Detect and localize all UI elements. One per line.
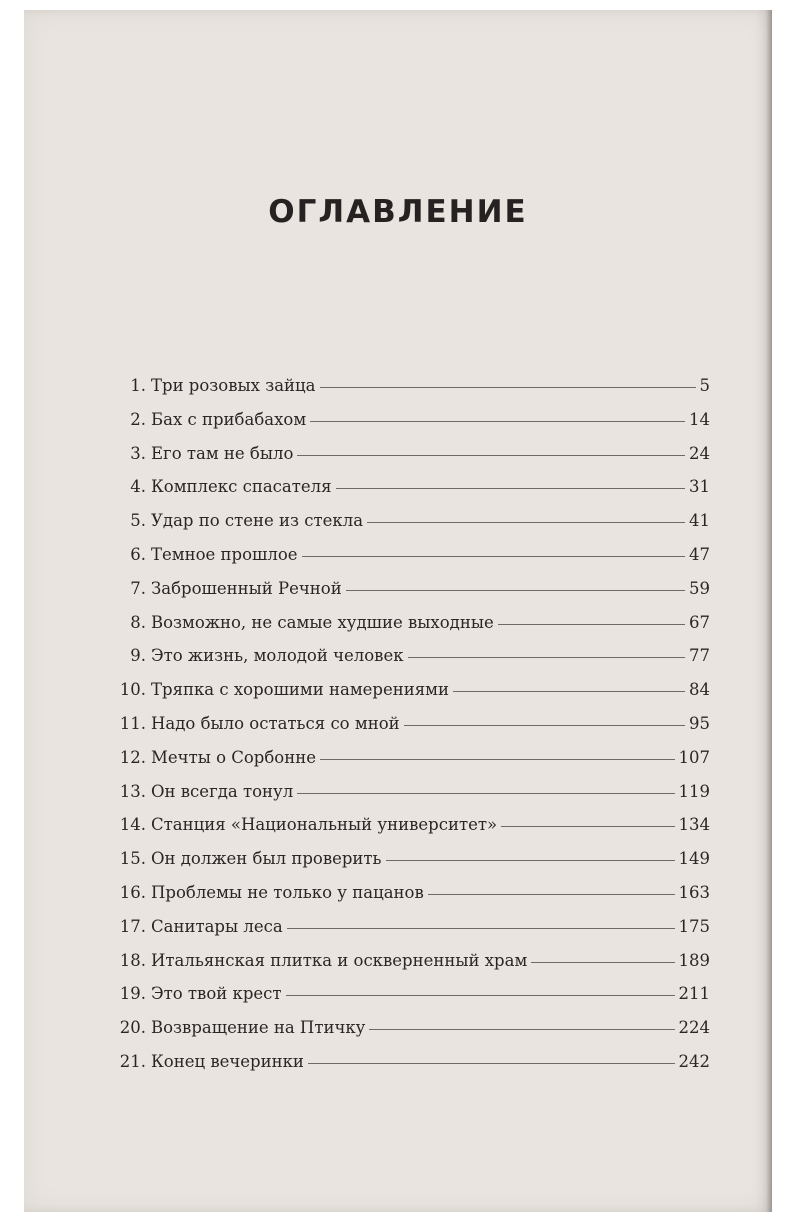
toc-entry-page: 59 [689, 578, 710, 598]
toc-entry-title: Заброшенный Речной [151, 578, 342, 598]
toc-leader-line [404, 725, 685, 726]
toc-entry-page: 107 [678, 747, 710, 767]
toc-entry-page: 24 [689, 443, 710, 463]
toc-entry-title: Это жизнь, молодой человек [151, 646, 404, 666]
toc-entry-title: Итальянская плитка и оскверненный храм [151, 950, 528, 970]
toc-entry [108, 477, 710, 511]
toc-entry [108, 680, 710, 714]
toc-entry [108, 714, 710, 748]
toc-entry-number: 7. [130, 578, 146, 598]
toc-entry-title: Санитары леса [151, 916, 283, 936]
toc-entry-page: 189 [678, 950, 710, 970]
toc-leader-line [346, 590, 685, 591]
toc-entry-title: Возвращение на Птичку [151, 1018, 366, 1038]
toc-entry-title: Комплекс спасателя [151, 477, 332, 497]
toc-entry-page: 224 [678, 1018, 710, 1038]
toc-entry-title: Это твой крест [151, 984, 282, 1004]
toc-entry-number: 18. [119, 950, 146, 970]
toc-leader-line [367, 522, 685, 523]
toc-entry-page: 77 [689, 646, 710, 666]
toc-leader-line [369, 1029, 674, 1030]
toc-entry-title: Тряпка с хорошими намерениями [151, 680, 449, 700]
toc-entry [108, 1052, 710, 1086]
toc-entry-title: Бах с прибабахом [151, 409, 307, 429]
toc-entry-page: 47 [689, 544, 710, 564]
toc-entry-page: 5 [699, 376, 710, 395]
toc-entry-page: 242 [678, 1051, 710, 1071]
toc-entry-title: Он должен был проверить [151, 849, 382, 869]
toc-entry-title: Надо было остаться со мной [151, 713, 400, 733]
toc-entry-page: 211 [678, 984, 710, 1004]
toc-entry [108, 917, 710, 951]
toc-entry-title: Проблемы не только у пацанов [151, 882, 424, 902]
page-edge-shadow [766, 10, 772, 1212]
page-title: ОГЛАВЛЕНИЕ [268, 194, 528, 230]
toc-leader-line [453, 691, 685, 692]
toc-entry-page: 163 [678, 882, 710, 902]
toc-entry-page: 67 [689, 612, 710, 632]
toc-entry-number: 20. [119, 1018, 146, 1038]
toc-leader-line [531, 962, 674, 963]
toc-leader-line [408, 657, 685, 658]
toc-entry-number: 6. [130, 544, 146, 564]
toc-entry-page: 84 [689, 680, 710, 700]
toc-entry-page: 175 [678, 916, 710, 936]
toc-entry-page: 134 [678, 815, 710, 835]
toc-entry-title: Мечты о Сорбонне [151, 747, 316, 767]
toc-leader-line [308, 1063, 675, 1064]
toc-entry [108, 883, 710, 917]
toc-entry [108, 410, 710, 444]
toc-entry-title: Станция «Национальный университет» [151, 815, 498, 835]
toc-entry [108, 748, 710, 782]
toc-entry-page: 31 [689, 477, 710, 497]
toc-entry-number: 13. [119, 781, 146, 801]
toc-entry-title: Он всегда тонул [151, 781, 294, 801]
toc-leader-line [286, 995, 675, 996]
table-of-contents [108, 376, 710, 1086]
toc-entry [108, 613, 710, 647]
toc-entry [108, 646, 710, 680]
toc-leader-line [320, 759, 675, 760]
toc-entry-number: 4. [130, 477, 146, 497]
toc-entry-title: Темное прошлое [151, 544, 298, 564]
toc-entry-number: 3. [130, 443, 146, 463]
toc-leader-line [287, 928, 675, 929]
toc-entry [108, 984, 710, 1018]
toc-entry [108, 1018, 710, 1052]
toc-entry [108, 849, 710, 883]
toc-entry-number: 12. [119, 747, 146, 767]
toc-entry-number: 19. [119, 984, 146, 1004]
toc-entry-number: 16. [119, 882, 146, 902]
toc-leader-line [310, 421, 685, 422]
toc-entry [108, 815, 710, 849]
toc-entry [108, 951, 710, 985]
toc-entry [108, 376, 710, 410]
toc-entry-page: 119 [678, 781, 710, 801]
toc-entry-page: 41 [689, 511, 710, 531]
toc-entry-title: Его там не было [151, 443, 294, 463]
toc-entry-number: 15. [119, 849, 146, 869]
toc-leader-line [386, 860, 675, 861]
toc-entry-number: 14. [119, 815, 146, 835]
toc-leader-line [297, 455, 685, 456]
toc-entry-number: 21. [119, 1051, 146, 1071]
toc-leader-line [336, 488, 685, 489]
toc-leader-line [302, 556, 685, 557]
toc-entry-number: 1. [130, 376, 146, 395]
toc-entry [108, 444, 710, 478]
toc-entry-number: 2. [130, 409, 146, 429]
toc-leader-line [297, 793, 674, 794]
toc-entry-page: 95 [689, 713, 710, 733]
toc-leader-line [428, 894, 675, 895]
book-page [24, 10, 772, 1212]
toc-entry [108, 579, 710, 613]
toc-entry-title: Три розовых зайца [151, 376, 316, 395]
toc-entry-title: Конец вечеринки [151, 1051, 304, 1071]
toc-entry-page: 14 [689, 409, 710, 429]
toc-leader-line [501, 826, 674, 827]
toc-entry-title: Удар по стене из стекла [151, 511, 364, 531]
toc-leader-line [498, 624, 685, 625]
toc-entry-page: 149 [678, 849, 710, 869]
toc-entry-number: 17. [119, 916, 146, 936]
toc-entry [108, 545, 710, 579]
toc-leader-line [320, 387, 696, 388]
toc-entry [108, 511, 710, 545]
toc-entry-number: 11. [119, 713, 146, 733]
toc-entry-number: 10. [119, 680, 146, 700]
toc-entry-number: 9. [130, 646, 146, 666]
toc-entry-number: 8. [130, 612, 146, 632]
toc-entry [108, 782, 710, 816]
toc-entry-title: Возможно, не самые худшие выходные [151, 612, 494, 632]
toc-entry-number: 5. [130, 511, 146, 531]
